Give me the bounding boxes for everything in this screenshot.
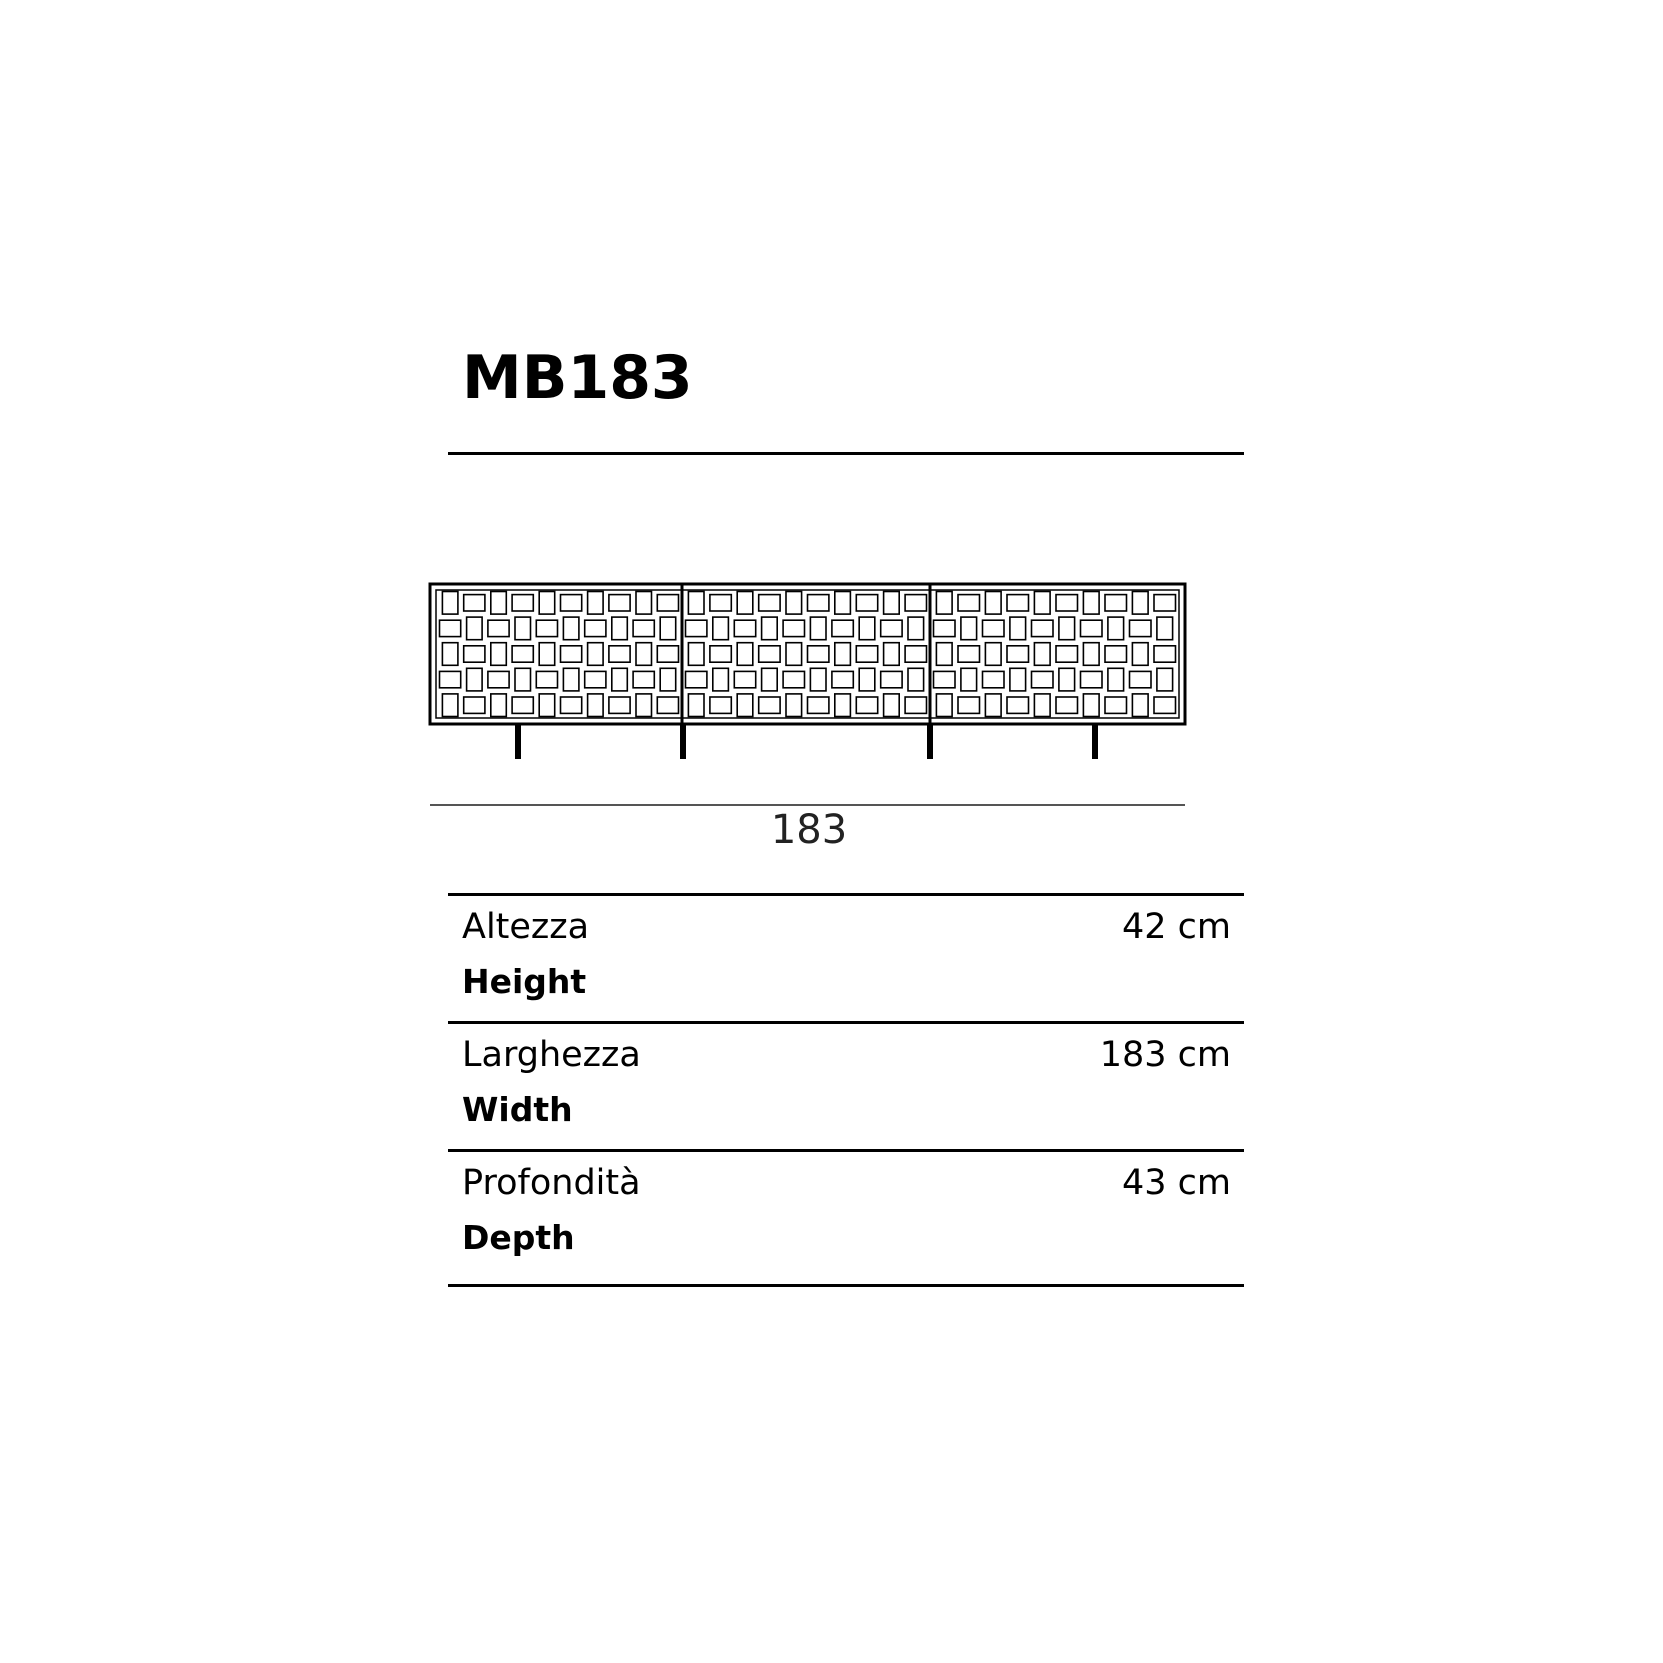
spec-height-label-en: Height — [462, 962, 587, 1001]
sideboard-legs — [515, 724, 1098, 759]
spec-depth-label-en: Depth — [462, 1218, 575, 1257]
product-title: MB183 — [462, 343, 693, 413]
spec-divider-bottom — [448, 1284, 1244, 1287]
spec-depth-value: 43 cm — [1122, 1163, 1231, 1203]
spec-divider-top — [448, 893, 1244, 896]
woven-door-panels — [440, 592, 1176, 717]
spec-width-label-en: Width — [462, 1090, 573, 1129]
spec-depth-label-it: Profondità — [462, 1163, 641, 1203]
width-dimension-label: 183 — [770, 807, 848, 853]
spec-width-label-it: Larghezza — [462, 1035, 641, 1075]
spec-height-label-it: Altezza — [462, 907, 590, 947]
spec-divider-1 — [448, 1021, 1244, 1024]
spec-divider-2 — [448, 1149, 1244, 1152]
spec-width-value: 183 cm — [1099, 1035, 1231, 1075]
spec-height-value: 42 cm — [1122, 907, 1231, 947]
